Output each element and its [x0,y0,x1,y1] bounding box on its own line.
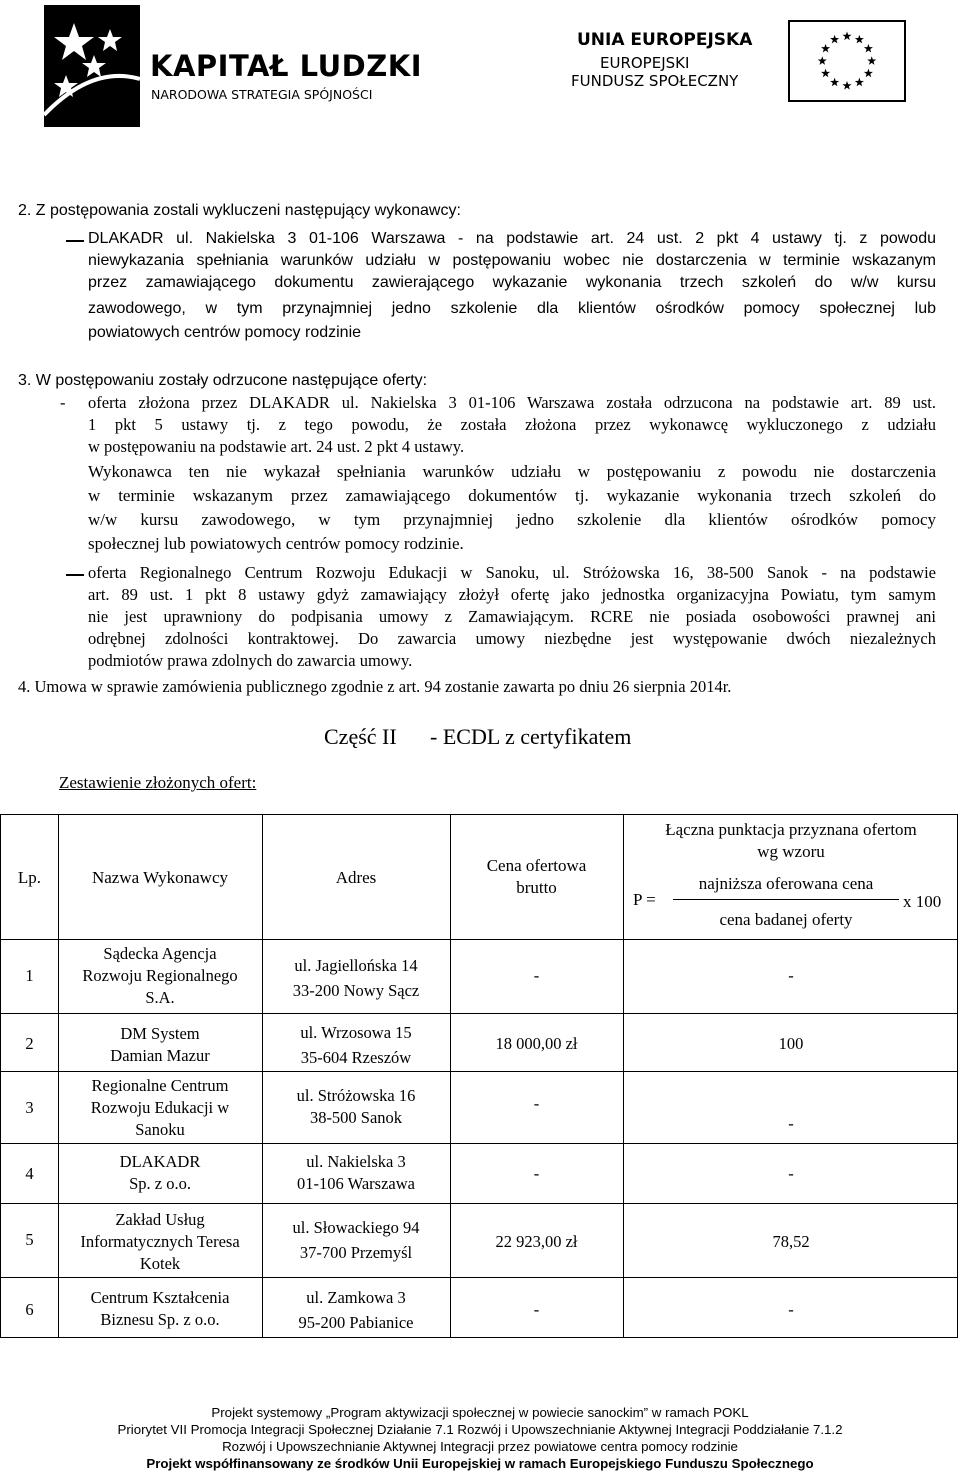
row-price: - [533,966,540,985]
eu-star-icon [864,69,873,78]
section3-item2-line: art. 89 ust. 1 pkt 8 ustawy gdyż zamawiający złożył ofertę jako jednostka organizacyjna Powiatu, tym samym [88,585,936,604]
eu-star-icon [830,35,839,44]
section2-line: zawodowego, w tym przynajmniej jedno szkolenie dla klientów ośrodków pomocy społecznej lub [88,300,936,317]
row-address-line: ul. Stróżowska 16 [296,1086,416,1105]
table-divider [623,815,624,1337]
kapital-ludzki-emblem-icon [44,5,140,127]
row-lp: 6 [25,1300,34,1319]
eu-logo-line3: FUNDUSZ SPOŁECZNY [571,72,739,90]
row-name-line: Sp. z o.o. [129,1174,191,1193]
row-address-line: ul. Wrzosowa 15 [300,1023,412,1042]
row-name-line: Centrum Kształcenia [90,1288,230,1307]
section3-heading: 3. W postępowaniu zostały odrzucone następujące oferty: [18,372,428,389]
row-name-line: Sądecka Agencja [103,944,217,963]
row-name-line: Biznesu Sp. z o.o. [100,1310,220,1329]
row-name [58,1151,262,1195]
formula-p: P = [633,890,656,909]
row-address-line: 37-700 Przemyśl [299,1243,413,1262]
kapital-ludzki-logo [44,5,423,127]
section3-item2-line: odrębnej zdolności kontraktowej. Do zawarcia umowy niezbędne jest występowanie dwóch niezależnych [88,629,936,648]
section3-item2-line: oferta Regionalnego Centrum Rozwoju Edukacji w Sanoku, ul. Stróżowska 16, 38-500 Sanok - na podstawie [88,563,936,582]
table-divider [1,1013,957,1014]
eu-flag-icon [788,20,906,102]
header-points-line: Łączna punktacja przyznana ofertom [665,820,917,839]
row-address-line: ul. Jagiellońska 14 [294,956,418,975]
offers-table [0,814,958,1338]
row-address [262,953,450,1003]
eu-star-icon [855,35,864,44]
row-name-line: DM System [120,1024,200,1043]
eu-star-icon [830,78,839,87]
part-heading-right: - ECDL z certyfikatem [430,724,632,749]
row-points: 78,52 [772,1232,810,1251]
row-address-line: 01-106 Warszawa [297,1174,415,1193]
header-name: Nazwa Wykonawcy [91,868,229,887]
row-name-line: Sanoku [135,1120,185,1139]
section3-item2-line: nie jest uprawniony do podpisania umowy z Zamawiającym. RCRE nie posiada osobowości prawnej ani [88,607,936,626]
row-points: - [788,1300,794,1319]
table-divider [1,939,957,940]
eu-star-icon [842,32,851,41]
offers-summary-label: Zestawienie złożonych ofert: [59,773,257,792]
row-name-line: Damian Mazur [110,1046,210,1065]
section3-item1-para: Wykonawca ten nie wykazał spełniania warunków udziału w postępowaniu z powodu nie dostarczenia [88,462,936,481]
row-name [58,1209,262,1275]
section3-item1-line: w postępowaniu na podstawie art. 24 ust. 2 pkt 4 ustawy. [88,437,465,456]
section3-item1-line: oferta złożona przez DLAKADR ul. Nakielska 3 01-106 Warszawa została odrzucona na podstawie art. 89 ust. [88,393,936,412]
row-name-line: Rozwoju Regionalnego [82,966,238,985]
table-divider [1,1071,957,1072]
row-name-line: Kotek [139,1254,181,1273]
formula-numerator: najniższa oferowana cena [698,874,874,893]
row-name-line: Regionalne Centrum [91,1076,229,1095]
part-heading-left: Część II [324,724,397,749]
row-points: - [788,966,794,985]
header-address: Adres [335,868,377,887]
row-address-line: 35-604 Rzeszów [300,1048,412,1067]
eu-star-icon [867,56,876,65]
row-points: - [788,1164,794,1183]
footer-line: Projekt systemowy „Program aktywizacji społecznej w powiecie sanockim” w ramach POKL [211,1405,749,1420]
section2-line: niewykazania spełniania warunków udziału w postępowaniu wobec nie dostarczenia w terminie wskazanym [88,252,936,269]
table-divider [1,1277,957,1278]
row-lp: 3 [25,1098,34,1117]
row-price: - [533,1300,540,1319]
row-name [58,943,262,1009]
row-price: - [533,1094,540,1113]
header-lp: Lp. [17,868,42,887]
row-address-line: 95-200 Pabianice [298,1313,414,1332]
formula-multiplier: x 100 [903,892,942,911]
row-address-line: ul. Słowackiego 94 [292,1218,420,1237]
eu-star-icon [818,56,827,65]
row-points: - [788,1114,794,1133]
row-name [58,1075,262,1141]
section3-item1-line: 1 pkt 5 ustawy tj. z tego powodu, że została złożona przez wykonawcę wykluczonego z udziału [88,415,936,434]
table-divider [1,1143,957,1144]
formula-fraction-bar [673,899,899,900]
section4-text: 4. Umowa w sprawie zamówienia publicznego zgodnie z art. 94 zostanie zawarta po dniu 26 sierpnia 2014r. [18,677,732,696]
eu-star-icon [842,81,851,90]
row-name-line: Zakład Usług [115,1210,205,1229]
section2-heading: 2. Z postępowania zostali wykluczeni następujący wykonawcy: [18,202,461,219]
row-name [58,1287,262,1331]
row-address [262,1020,450,1070]
list-dash [66,240,84,242]
eu-logo-line1: UNIA EUROPEJSKA [577,30,753,50]
section3-item2-line: podmiotów prawa zdolnych do zawarcia umowy. [88,651,413,670]
section3-item1-para: w/w kursu zawodowego, w tym przynajmniej jedno szkolenie dla klientów ośrodków pomocy [88,510,936,529]
row-address-line: ul. Nakielska 3 [306,1152,406,1171]
eu-logo [565,20,905,110]
header-points-line: wg wzoru [757,842,825,861]
row-address [262,1151,450,1195]
footer-line: Priorytet VII Promocja Integracji Społecznej Działanie 7.1 Rozwój i Upowszechnianie Aktywnej Integracji Poddziałanie 7.1.2 [117,1422,843,1437]
row-address-line: 38-500 Sanok [309,1108,403,1127]
row-name [58,1023,262,1067]
row-address-line: 33-200 Nowy Sącz [292,981,420,1000]
eu-star-icon [821,69,830,78]
kapital-ludzki-subtitle: NARODOWA STRATEGIA SPÓJNOŚCI [151,87,373,102]
header-points [623,819,959,863]
row-address [262,1215,450,1265]
footer-line: Projekt współfinansowany ze środków Unii Europejskiej w ramach Europejskiego Funduszu Społecznego [146,1456,814,1471]
row-name-line: S.A. [145,988,175,1007]
row-price: - [533,1164,540,1183]
list-dash [66,574,84,576]
kapital-ludzki-title: KAPITAŁ LUDZKI [150,49,423,83]
row-lp: 4 [25,1164,34,1183]
row-name-line: Rozwoju Edukacji w [90,1098,230,1117]
row-lp: 2 [25,1034,34,1053]
row-name-line: DLAKADR [119,1152,201,1171]
row-price: 22 923,00 zł [495,1232,578,1251]
section3-item1-para: społecznej lub powiatowych centrów pomocy rodzinie. [88,534,464,553]
row-address [262,1085,450,1129]
header-price [450,855,623,899]
eu-star-icon [864,44,873,53]
formula-denominator: cena badanej oferty [719,910,853,929]
eu-star-icon [821,44,830,53]
section2-line: przez zamawiającego dokumentu zawierającego wykazanie wykonania trzech szkoleń do w/w kursu [88,274,936,291]
row-lp: 1 [25,966,34,985]
header-price-line: brutto [516,878,557,897]
section3-item1-para: w terminie wskazanym przez zamawiającego dokumentów tj. wykazanie wykonania trzech szkoleń do [88,486,936,505]
row-name-line: Informatycznych Teresa [80,1232,240,1251]
eu-star-icon [855,78,864,87]
list-hyphen: - [60,393,66,412]
row-lp: 5 [25,1230,34,1249]
section2-line: powiatowych centrów pomocy rodzinie [88,324,362,341]
eu-logo-line2: EUROPEJSKI [600,54,690,72]
section2-line: DLAKADR ul. Nakielska 3 01-106 Warszawa - na podstawie art. 24 ust. 2 pkt 4 ustawy tj. z powodu [88,230,936,247]
row-address [262,1285,450,1335]
footer-line: Rozwój i Upowszechnianie Aktywnej Integracji przez powiatowe centra pomocy rodzinie [222,1439,738,1454]
row-address-line: ul. Zamkowa 3 [306,1288,406,1307]
table-divider [1,1203,957,1204]
row-points: 100 [778,1034,804,1053]
row-price: 18 000,00 zł [495,1034,578,1053]
header-price-line: Cena ofertowa [486,856,587,875]
